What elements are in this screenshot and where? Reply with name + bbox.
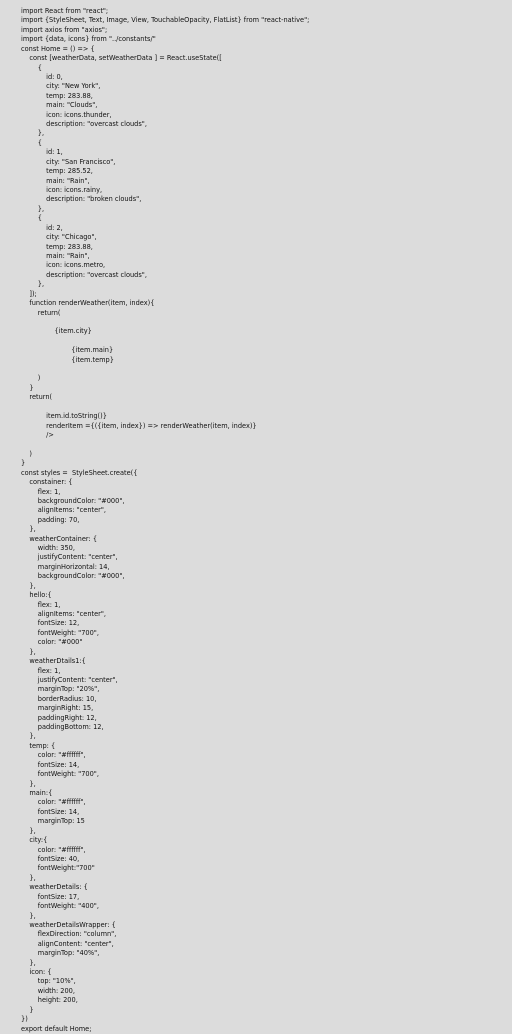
code-line: color: "#ffffff", — [21, 751, 86, 760]
code-line: fontWeight:"700" — [21, 864, 95, 873]
code-line: color: "#000" — [21, 638, 83, 647]
code-line: main: "Rain", — [21, 176, 90, 185]
code-line: ) — [21, 374, 41, 383]
code-line: icon: { — [21, 968, 52, 977]
code-line: return( — [21, 393, 53, 402]
code-line: } — [21, 383, 34, 392]
code-line: import {data, icons} from "../constants/" — [21, 35, 156, 44]
code-line: }, — [21, 958, 36, 967]
code-line: }, — [21, 204, 45, 213]
code-line: const styles = StyleSheet.create({ — [21, 468, 138, 477]
code-line: }, — [21, 826, 36, 835]
code-line: flex: 1, — [21, 487, 61, 496]
code-line: weatherDetailsWrapper: { — [21, 920, 116, 929]
code-line: }, — [21, 732, 36, 741]
code-line: import {StyleSheet, Text, Image, View, TouchableOpacity, FlatList} from "react-native"; — [21, 16, 310, 25]
code-line: { — [21, 63, 42, 72]
code-line: weatherContainer: { — [21, 534, 98, 543]
code-line: alignItems: "center", — [21, 506, 106, 515]
code-line: /> — [21, 430, 54, 439]
code-line: color: "#ffffff", — [21, 798, 86, 807]
code-line: const [weatherData, setWeatherData ] = React.useState([ — [21, 54, 222, 63]
code-line: marginTop: "20%", — [21, 685, 100, 694]
code-line: width: 200, — [21, 986, 75, 995]
code-line: fontWeight: "400", — [21, 902, 99, 911]
code-line: constainer: { — [21, 478, 73, 487]
code-line: const Home = () => { — [21, 44, 95, 53]
code-line: borderRadius: 10, — [21, 694, 97, 703]
code-line: main: "Rain", — [21, 251, 90, 260]
code-line: marginTop: 15 — [21, 817, 85, 826]
code-line: { — [21, 214, 42, 223]
code-line: icon: icons.rainy, — [21, 186, 103, 195]
code-line: alignItems: "center", — [21, 610, 106, 618]
code-line: temp: { — [21, 741, 56, 750]
code-line: marginRight: 15, — [21, 704, 94, 713]
code-line: description: "broken clouds", — [21, 195, 142, 204]
code-line — [21, 440, 512, 449]
code-line: city: "New York", — [21, 82, 101, 91]
code-line: padding: 70, — [21, 515, 80, 524]
code-line: {item.temp} — [21, 355, 114, 364]
code-line: } — [21, 459, 26, 468]
code-line: main:{ — [21, 789, 53, 798]
code-line: hello:{ — [21, 591, 52, 600]
code-line: backgroundColor: "#000", — [21, 572, 125, 581]
code-line: temp: 283.88, — [21, 242, 93, 251]
code-line: renderItem ={({item, index}) => renderWeather(item, index)} — [21, 421, 257, 430]
code-line: id: 2, — [21, 223, 63, 232]
code-line: height: 200, — [21, 996, 78, 1005]
code-line: }, — [21, 647, 36, 656]
code-line: temp: 283.88, — [21, 91, 93, 100]
code-line: city: "San Francisco", — [21, 157, 116, 166]
code-line: import React from "react"; — [21, 7, 109, 15]
code-line: fontSize: 14, — [21, 760, 80, 769]
code-line: id: 0, — [21, 72, 63, 81]
code-line: }, — [21, 911, 36, 920]
code-line: item.id.toString()} — [21, 412, 107, 421]
code-line: }) — [21, 1015, 28, 1024]
code-line: city:{ — [21, 836, 48, 845]
code-line: paddingRight: 12, — [21, 713, 97, 722]
code-line: import axios from "axios"; — [21, 25, 108, 34]
code-line: fontSize: 12, — [21, 619, 80, 628]
code-line: fontSize: 17, — [21, 892, 80, 901]
code-line: {item.main} — [21, 346, 114, 355]
code-line: city: "Chicago", — [21, 233, 97, 242]
code-line — [21, 403, 512, 412]
code-line: justifyContent: "center", — [21, 675, 118, 684]
code-line: description: "overcast clouds", — [21, 120, 147, 129]
code-line: color: "#ffffff", — [21, 845, 86, 854]
code-line: weatherDtails1:{ — [21, 657, 86, 666]
code-line: }, — [21, 779, 36, 788]
code-line: }, — [21, 280, 45, 289]
code-line: export default Home; — [21, 1024, 92, 1033]
code-line — [21, 318, 512, 327]
code-line: icon: icons.thunder, — [21, 110, 112, 119]
code-line: flexDirection: "column", — [21, 930, 117, 939]
code-line: main: "Clouds", — [21, 101, 98, 110]
code-line: alignContent: "center", — [21, 939, 114, 948]
code-line: width: 350, — [21, 544, 75, 553]
code-line: weatherDetails: { — [21, 883, 88, 892]
code-line: }, — [21, 129, 45, 138]
code-line: icon: icons.metro, — [21, 261, 106, 270]
code-line: justifyContent: "center", — [21, 553, 118, 562]
code-line — [21, 337, 512, 346]
code-line: }, — [21, 873, 36, 882]
code-line: fontWeight: "700", — [21, 770, 99, 779]
code-line: backgroundColor: "#000", — [21, 496, 125, 505]
code-line: ) — [21, 449, 32, 458]
code-line: return( — [21, 308, 61, 317]
code-line: function renderWeather(item, index){ — [21, 299, 155, 308]
code-line: paddingBottom: 12, — [21, 723, 104, 732]
code-line: fontSize: 40, — [21, 854, 80, 863]
code-line: { — [21, 138, 42, 147]
code-line: marginHorizontal: 14, — [21, 562, 110, 571]
code-line: flex: 1, — [21, 666, 61, 675]
code-line: ]); — [21, 289, 37, 298]
code-line: flex: 1, — [21, 600, 61, 609]
code-line: top: "10%", — [21, 977, 76, 986]
code-line: fontWeight: "700", — [21, 628, 99, 637]
code-line — [21, 365, 512, 374]
code-line: marginTop: "40%", — [21, 949, 100, 958]
code-line: }, — [21, 581, 36, 590]
code-line: temp: 285.52, — [21, 167, 93, 176]
code-line: }, — [21, 525, 36, 534]
code-line: id: 1, — [21, 148, 63, 157]
code-line: } — [21, 1005, 34, 1014]
code-line: {item.city} — [21, 327, 92, 336]
code-line: fontSize: 14, — [21, 807, 80, 816]
code-line: description: "overcast clouds", — [21, 270, 147, 279]
